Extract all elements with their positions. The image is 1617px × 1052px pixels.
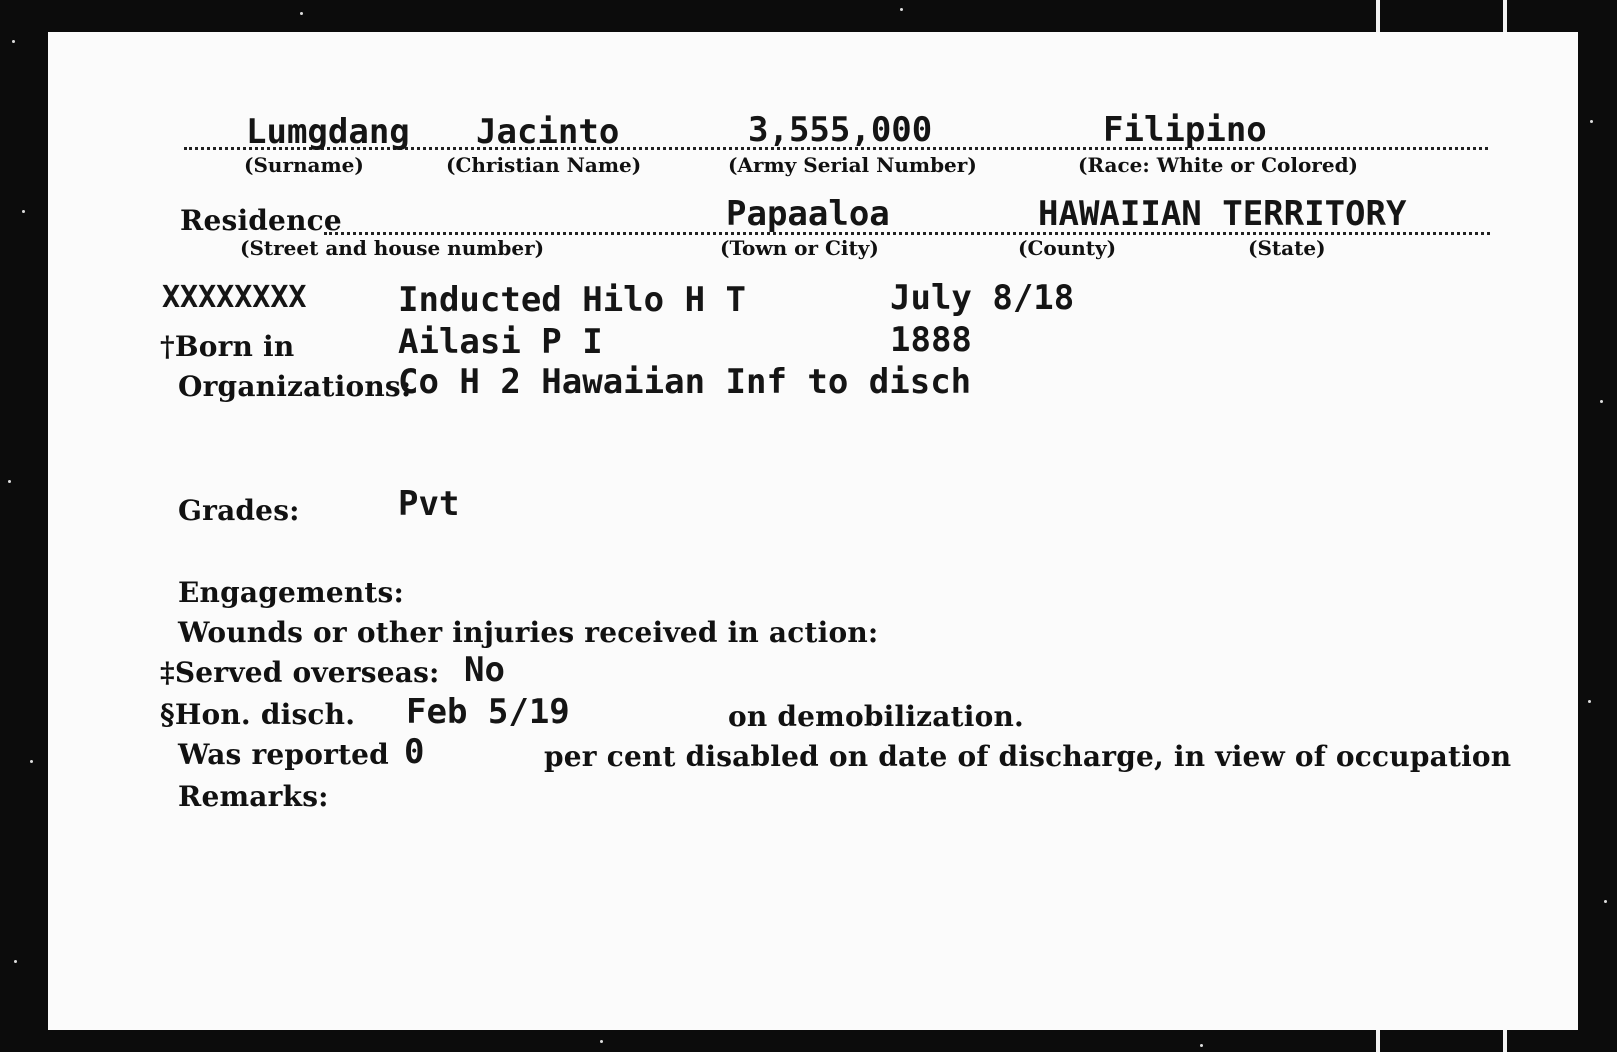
film-speck	[30, 760, 33, 763]
remarks-label: Remarks:	[178, 780, 329, 813]
christian-name-caption: (Christian Name)	[446, 153, 642, 177]
film-speck	[14, 960, 17, 963]
residence-label: Residence	[180, 204, 342, 237]
film-speck	[1590, 120, 1593, 123]
race-caption: (Race: White or Colored)	[1078, 153, 1359, 177]
hon-disch-value: Feb 5/19	[406, 692, 570, 732]
organizations-label: Organizations:	[178, 370, 412, 403]
surname-caption: (Surname)	[244, 153, 364, 177]
film-speck	[1604, 900, 1607, 903]
inducted-value: Inducted Hilo H T	[398, 280, 746, 320]
born-in-value: Ailasi P I	[398, 322, 603, 362]
film-speck	[300, 12, 303, 15]
wounds-label: Wounds or other injuries received in action:	[178, 616, 879, 649]
grades-label: Grades:	[178, 494, 300, 527]
film-speck	[22, 210, 25, 213]
christian-name-value: Jacinto	[476, 112, 620, 152]
state-caption: (State)	[1248, 236, 1326, 260]
born-in-label: †Born in	[160, 330, 295, 363]
serial-caption: (Army Serial Number)	[728, 153, 977, 177]
engagements-label: Engagements:	[178, 576, 405, 609]
reported-label: Was reported	[178, 738, 389, 771]
residence-county-state-value: HAWAIIAN TERRITORY	[1038, 194, 1407, 234]
film-speck	[900, 8, 903, 11]
serial-number-value: 3,555,000	[748, 110, 933, 150]
birth-year-value: 1888	[890, 320, 972, 360]
surname-value: Lumgdang	[246, 112, 410, 152]
town-caption: (Town or City)	[720, 236, 879, 260]
disability-percent-value: 0	[404, 732, 425, 772]
service-record-card	[48, 32, 1578, 1030]
hon-disch-suffix: on demobilization.	[728, 700, 1024, 733]
film-speck	[1600, 400, 1603, 403]
served-overseas-label: ‡Served overseas:	[160, 656, 440, 689]
film-speck	[1588, 700, 1591, 703]
reported-suffix: per cent disabled on date of discharge, in view of occupation	[544, 740, 1512, 773]
inducted-date-value: July 8/18	[890, 278, 1075, 318]
grades-value: Pvt	[398, 484, 460, 524]
film-speck	[8, 480, 11, 483]
hon-disch-label: §Hon. disch.	[160, 698, 356, 731]
street-caption: (Street and house number)	[240, 236, 545, 260]
film-speck	[1200, 1044, 1203, 1047]
race-value: Filipino	[1103, 110, 1267, 150]
film-speck	[600, 1040, 603, 1043]
county-caption: (County)	[1018, 236, 1117, 260]
enlisted-label-struck: XXXXXXXX	[162, 280, 307, 315]
residence-town-value: Papaaloa	[726, 194, 890, 234]
film-speck	[12, 40, 15, 43]
organizations-value: Co H 2 Hawaiian Inf to disch	[398, 362, 972, 402]
served-overseas-value: No	[464, 650, 505, 690]
